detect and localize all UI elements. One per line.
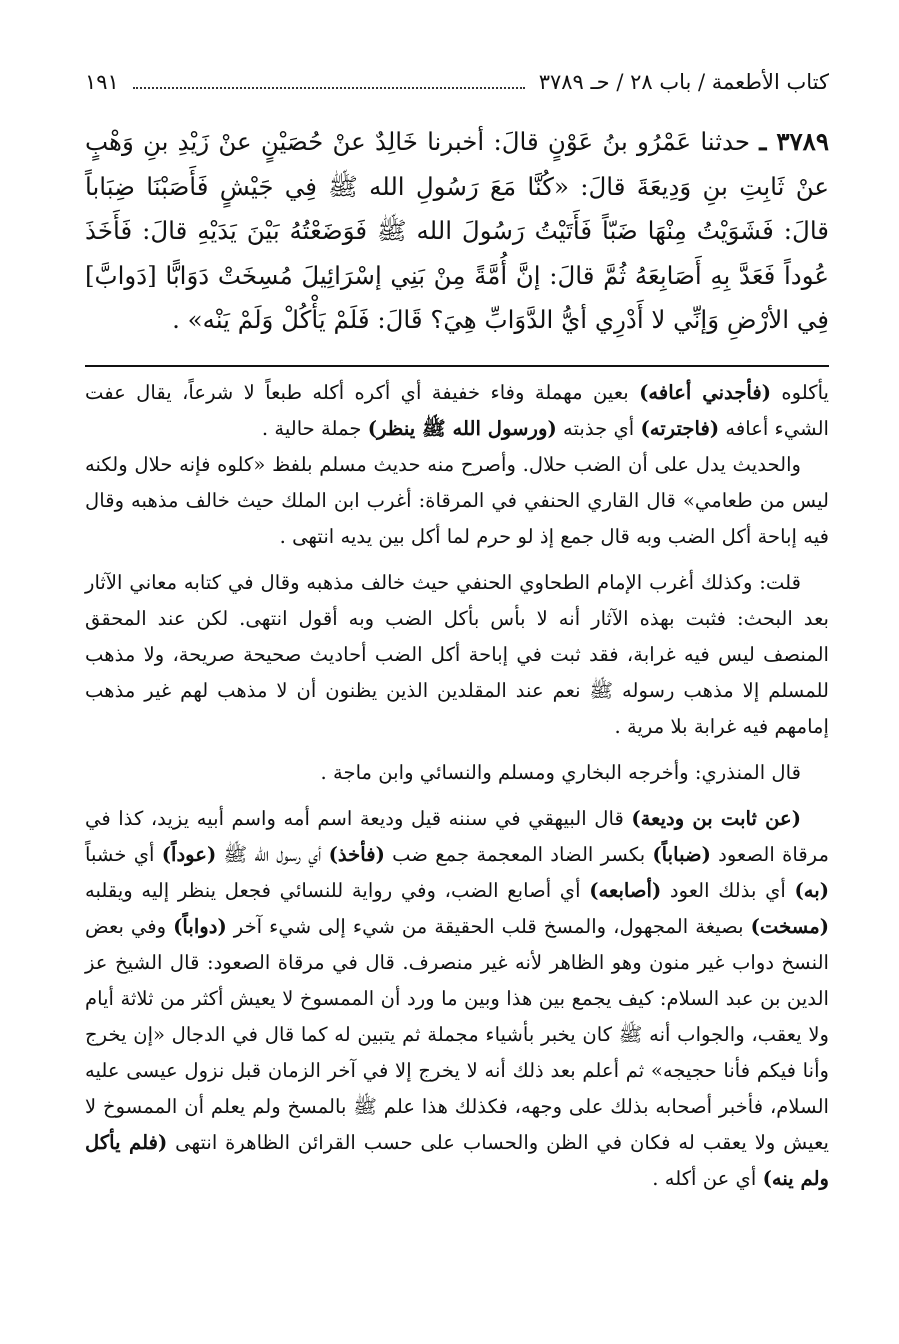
bold-lemma: (فأخذ): [328, 842, 385, 866]
commentary-text: والحديث يدل على أن الضب حلال. وأصرح منه حديث مسلم بلفظ «كلوه فإنه حلال ولكنه ليس من طعامي» قال القاري الحنفي في المرقاة: أغرب ابن الملك حيث خالف مذهبه وقال فيه إباحة أكل الضب وبه قال جمع إذ لو حرم لما أكل بين يديه انتهى .: [85, 452, 829, 548]
commentary-text: أي عن أكله .: [652, 1166, 763, 1190]
commentary-paragraph: [85, 375, 829, 447]
commentary-text: أي خشباً: [85, 842, 162, 866]
bold-lemma: (عن ثابت بن وديعة): [631, 806, 801, 830]
commentary-text: بعين مهملة وفاء خفيفة أي أكره أكله طبعاً لا شرعاً، يقال عفت الشيء أعافه: [85, 380, 829, 440]
commentary-paragraph: [85, 565, 829, 745]
bold-lemma: (دواباً): [173, 914, 227, 938]
commentary-paragraph: [85, 755, 829, 791]
bold-lemma: (أصابعه): [589, 878, 662, 902]
commentary-text: قال المنذري: وأخرجه البخاري ومسلم والنسائي وابن ماجة .: [320, 760, 801, 784]
commentary-text: بصيغة المجهول، والمسخ قلب الحقيقة من شيء إلى شيء آخر: [226, 914, 751, 938]
commentary-text: قلت: وكذلك أغرب الإمام الطحاوي الحنفي حيث خالف مذهبه وقال في كتابه معاني الآثار بعد البحث: فثبت بهذه الآثار أنه لا بأس بأكل الضب وبه أقول انتهى. لكن عند المحقق المنصف ليس فيه غرابة، فقد ثبت في إباحة أكل الضب أحاديث صحيحة صريحة، ولا مذهب للمسلم إلا مذهب رسوله ﷺ نعم عند المقلدين الذين يظنون أن لا مذهب لهم غير مذهب إمامهم فيه غرابة بلا مرية .: [85, 570, 829, 738]
header-dot-leader: [133, 73, 525, 89]
commentary-text: وفي بعض النسخ دواب غير منون وهو الظاهر لأنه غير منصرف. قال في مرقاة الصعود: قال الشيخ عز الدين بن عبد السلام: كيف يجمع بين هذا وبين ما ورد أن الممسوخ لا يعيش أكثر من ثلاثة أيام ولا يعقب، والجواب أنه ﷺ كان يخبر بأشياء مجملة ثم يتبين له كما قال في الدجال «إن يخرج وأنا فيكم فأنا حجيجه» ثم أعلم بعد ذلك أنه لا يخرج إلا في آخر الزمان قبل نزول عيسى عليه السلام، فأخبر أصحابه بذلك على وجهه، فكذلك هذا علم ﷺ بالمسخ ولم يعلم أن الممسوخ لا يعيش ولا يعقب له فكان في الظن والحساب على حسب القرائن الظاهرة انتهى: [85, 914, 830, 1154]
commentary-paragraph: [85, 447, 829, 555]
bold-lemma: (ضباباً): [652, 842, 711, 866]
bold-lemma: (ورسول الله ﷺ ينظر): [367, 416, 557, 440]
bold-lemma: (مسخت): [750, 914, 829, 938]
commentary-text: أي رسول الله ﷺ: [216, 842, 329, 866]
bold-lemma: (فاجترته): [640, 416, 720, 440]
hadith-body: حدثنا عَمْرُو بنُ عَوْنٍ قالَ: أخبرنا خَالِدٌ عنْ حُصَيْنٍ عنْ زَيْدِ بنِ وَهْبٍ عنْ ثَابِتِ بنِ وَدِيعَةَ قالَ: «كُنَّا مَعَ رَسُولِ الله ﷺ فِي جَيْشٍ فَأَصَبْنَا ضِبَاباً قالَ: فَشَوَيْتُ مِنْهَا ضَبّاً فَأَتَيْتُ رَسُولَ الله ﷺ فَوَضَعْتُهُ بَيْنَ يَدَيْهِ قالَ: فَأَخَذَ عُوداً فَعَدَّ بِهِ أَصَابِعَهُ ثُمَّ قالَ: إنَّ أُمَّةً مِنْ بَنِي إسْرَائِيلَ مُسِخَتْ دَوَابًّا [دَوابَّ] فِي الأرْضِ وَإنِّي لا أَدْرِي أيُّ الدَّوَابِّ هِيَ؟ قَالَ: فَلَمْ يَأْكُلْ وَلَمْ يَنْه» .: [85, 127, 829, 334]
commentary-text: يأكلوه: [771, 380, 830, 404]
hadith-text: [85, 120, 829, 343]
bold-lemma: (عوداً): [161, 842, 217, 866]
header-title: كتاب الأطعمة / باب ٢٨ / حـ ٣٧٨٩: [538, 70, 829, 94]
commentary: [85, 375, 829, 1197]
running-header: [85, 70, 829, 110]
bold-lemma: (فلم يأكل ولم ينه): [85, 1130, 829, 1190]
separator-rule: [85, 365, 829, 367]
page-number: ١٩١: [85, 70, 119, 94]
commentary-text: أي جذبته: [556, 416, 641, 440]
commentary-paragraph: [85, 801, 829, 1197]
commentary-text: أي أصابع الضب، وفي رواية للنسائي فجعل ينظر إليه ويقلبه: [85, 878, 590, 902]
hadith-number: ٣٧٨٩ ـ: [759, 127, 829, 156]
bold-lemma: (به): [794, 878, 829, 902]
commentary-text: أي بذلك العود: [661, 878, 795, 902]
commentary-text: قال البيهقي في سننه قيل وديعة اسم أمه واسم أبيه يزيد، كذا في مرقاة الصعود: [85, 806, 829, 866]
bold-lemma: (فأجدني أعافه): [639, 380, 772, 404]
commentary-text: بكسر الضاد المعجمة جمع ضب: [384, 842, 653, 866]
commentary-text: جملة حالية .: [261, 416, 368, 440]
